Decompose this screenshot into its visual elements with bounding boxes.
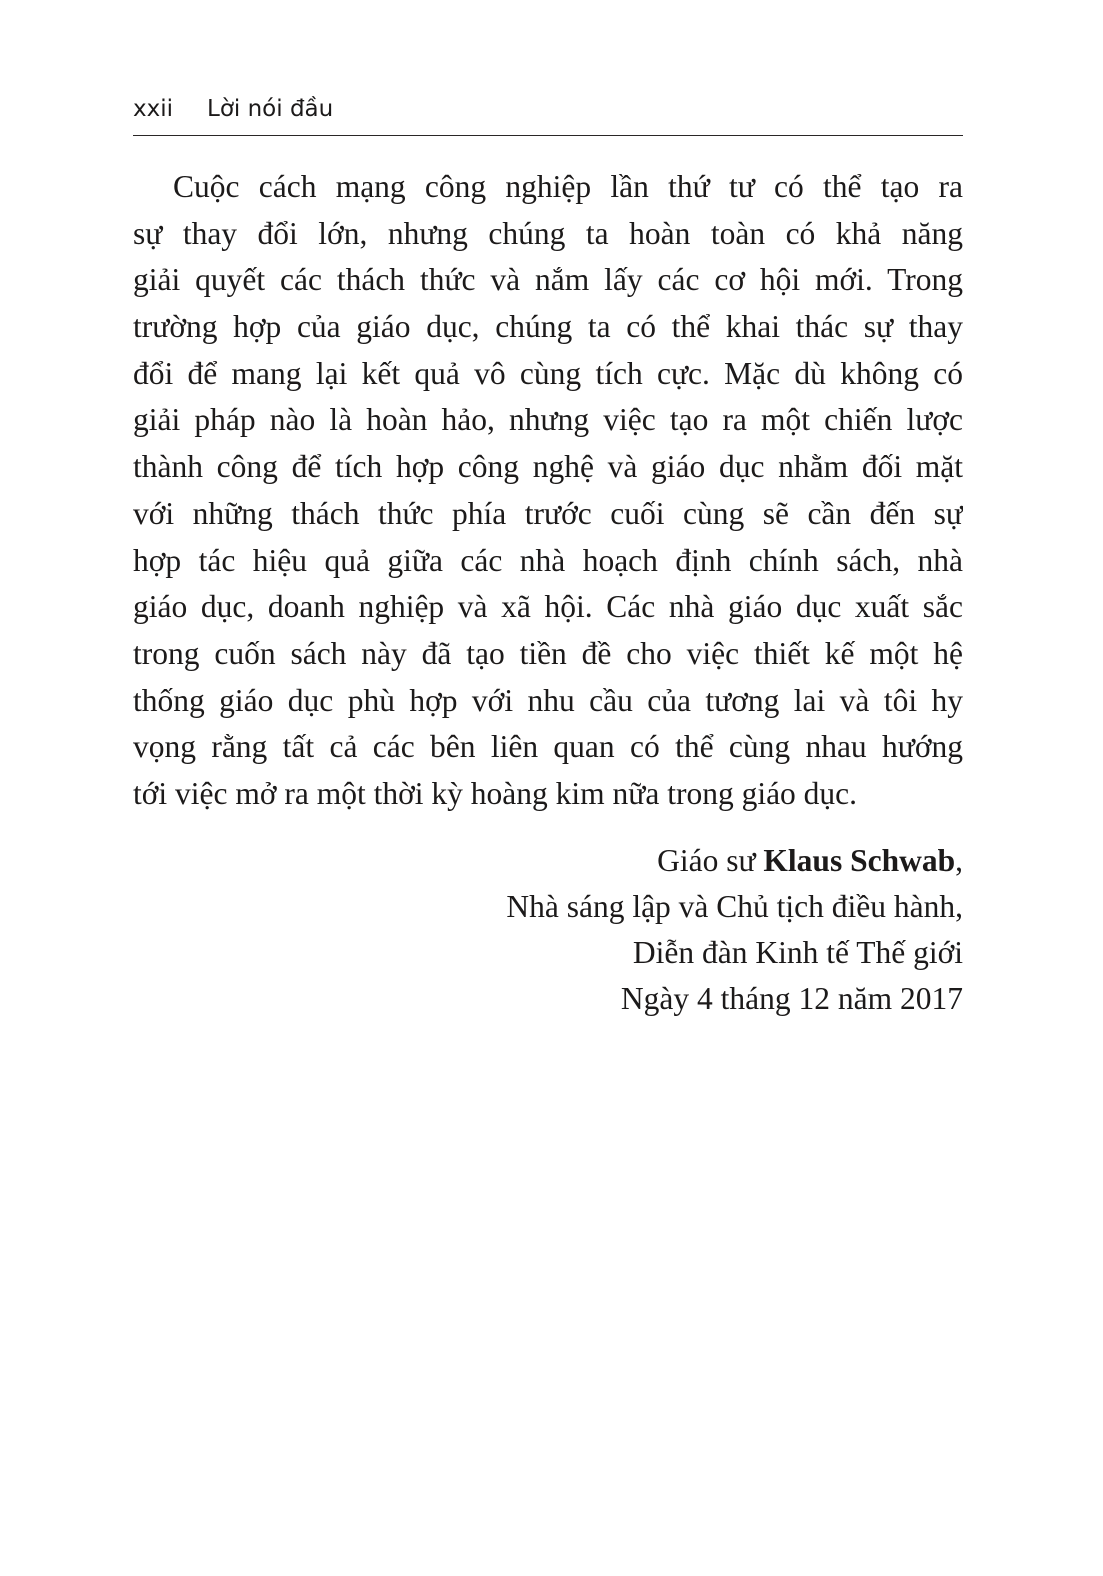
signature-name-line — [400, 838, 963, 884]
header-divider — [133, 135, 963, 136]
body-paragraph — [133, 164, 963, 818]
section-title: Lời nói đầu — [207, 96, 334, 122]
signature-role: Nhà sáng lập và Chủ tịch điều hành, — [506, 889, 963, 924]
signature-date: Ngày 4 tháng 12 năm 2017 — [620, 981, 963, 1016]
text-line: thành công để tích hợp công nghệ và giáo dục nhằm đối mặt — [133, 449, 963, 485]
text-line: trường hợp của giáo dục, chúng ta có thể khai thác sự thay — [133, 309, 963, 345]
signature-name: Klaus Schwab — [763, 843, 956, 878]
signature-name-suffix: , — [955, 843, 963, 878]
text-line: giải quyết các thách thức và nắm lấy các cơ hội mới. Trong — [133, 262, 963, 298]
text-line: trong cuốn sách này đã tạo tiền đề cho việc thiết kế một hệ — [133, 635, 963, 671]
text-line: hợp tác hiệu quả giữa các nhà hoạch định chính sách, nhà — [133, 542, 963, 578]
text-line: đổi để mang lại kết quả vô cùng tích cực. Mặc dù không có — [133, 355, 963, 391]
signature-title: Giáo sư — [657, 843, 764, 878]
text-line: giáo dục, doanh nghiệp và xã hội. Các nhà giáo dục xuất sắc — [133, 589, 963, 625]
text-line: thống giáo dục phù hợp với nhu cầu của tương lai và tôi hy — [133, 682, 963, 718]
text-line: vọng rằng tất cả các bên liên quan có thể cùng nhau hướng — [133, 729, 963, 765]
signature-block — [400, 838, 963, 1022]
text-line: sự thay đổi lớn, nhưng chúng ta hoàn toàn có khả năng — [133, 215, 963, 251]
page-number: xxii — [133, 96, 174, 122]
text-line: Cuộc cách mạng công nghiệp lần thứ tư có thể tạo ra — [173, 169, 963, 204]
text-line: giải pháp nào là hoàn hảo, nhưng việc tạo ra một chiến lược — [133, 402, 963, 438]
text-line: với những thách thức phía trước cuối cùng sẽ cần đến sự — [133, 495, 963, 531]
running-header — [133, 92, 963, 126]
signature-organization: Diễn đàn Kinh tế Thế giới — [632, 935, 963, 970]
text-line: tới việc mở ra một thời kỳ hoàng kim nữa trong giáo dục. — [133, 775, 858, 811]
